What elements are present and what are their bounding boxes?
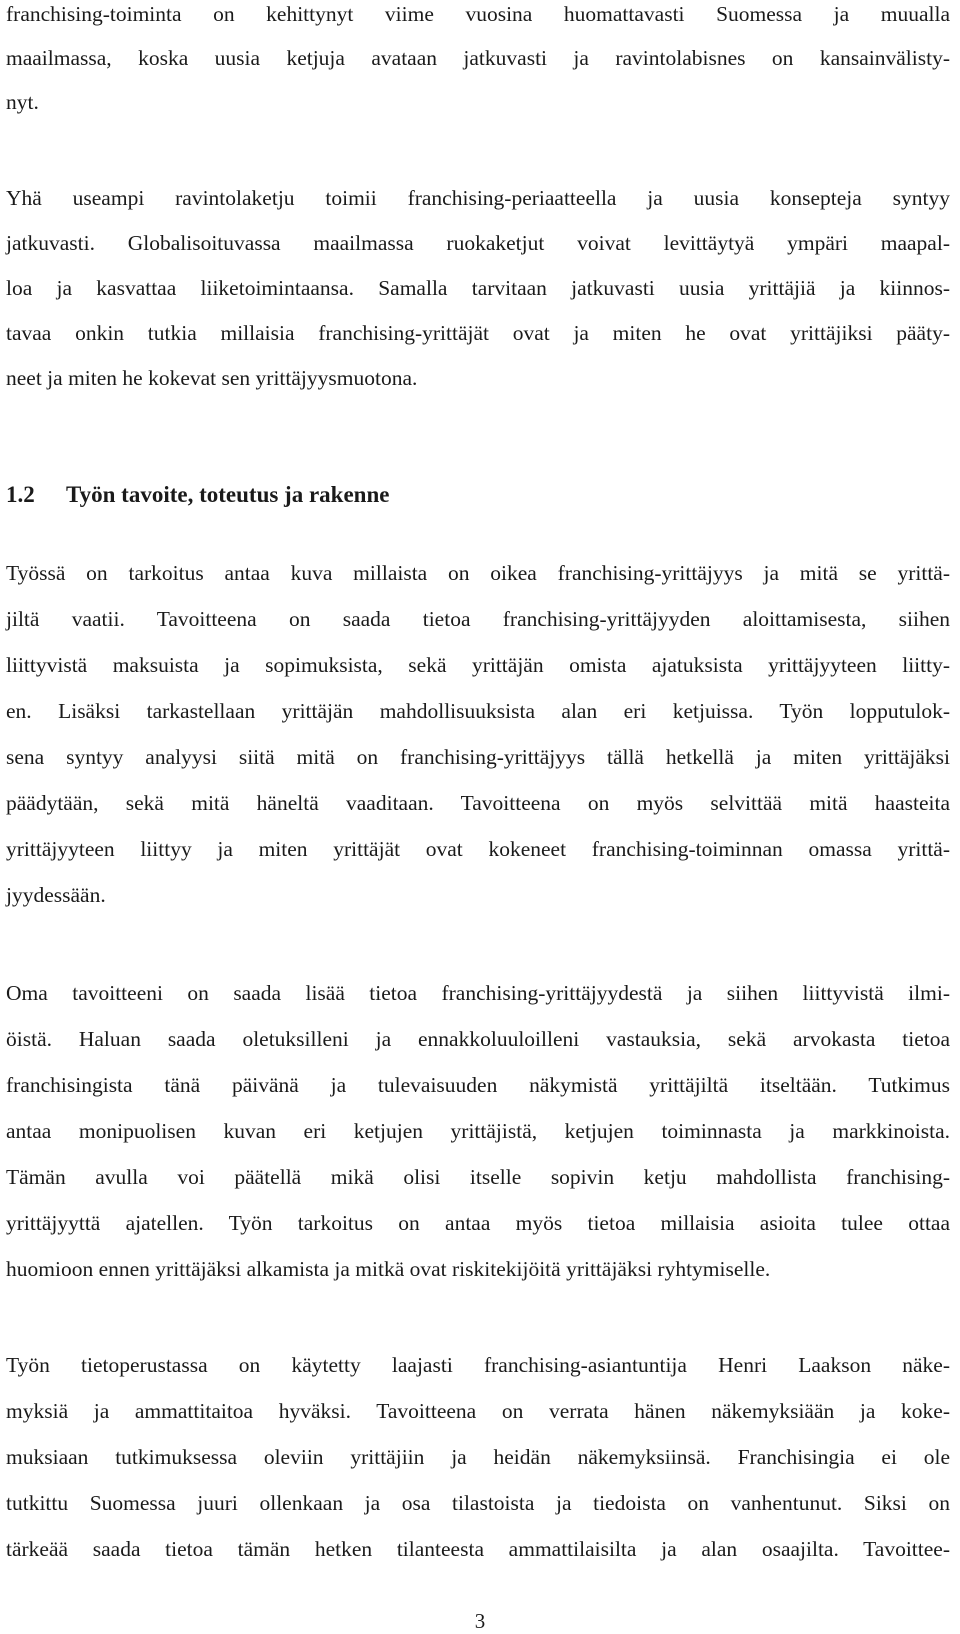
paragraph-line: maailmassa, koska uusia ketjuja avataan jatkuvasti ja ravintolabisnes on kansainvälisty- [6, 46, 950, 70]
paragraph-line: Työn tietoperustassa on käytetty laajasti franchising-asiantuntija Henri Laakson näke- [6, 1353, 950, 1377]
paragraph-line: franchising-toiminta on kehittynyt viime vuosina huomattavasti Suomessa ja muualla [6, 2, 950, 26]
paragraph-line: huomioon ennen yrittäjäksi alkamista ja mitkä ovat riskitekijöitä yrittäjäksi ryhtymiselle. [6, 1257, 771, 1281]
paragraph-line: sena syntyy analyysi siitä mitä on franchising-yrittäjyys tällä hetkellä ja miten yrittäjäksi [6, 745, 950, 769]
paragraph-line: muksiaan tutkimuksessa oleviin yrittäjiin ja heidän näkemyksiinsä. Franchisingia ei ole [6, 1445, 950, 1469]
section-number: 1.2 [6, 482, 35, 507]
paragraph-line: jatkuvasti. Globalisoituvassa maailmassa ruokaketjut voivat levittäytyä ympäri maapal- [6, 231, 950, 255]
paragraph-line: Tämän avulla voi päätellä mikä olisi itselle sopivin ketju mahdollista franchising- [6, 1165, 950, 1189]
paragraph-line: tärkeää saada tietoa tämän hetken tilanteesta ammattilaisilta ja alan osaajilta. Tavoittee- [6, 1537, 950, 1561]
paragraph-line: jiltä vaatii. Tavoitteena on saada tietoa franchising-yrittäjyyden aloittamisesta, siihen [6, 607, 950, 631]
paragraph-line: päädytään, sekä mitä häneltä vaaditaan. Tavoitteena on myös selvittää mitä haasteita [6, 791, 950, 815]
paragraph-line: franchisingista tänä päivänä ja tulevaisuuden näkymistä yrittäjiltä itseltään. Tutkimus [6, 1073, 950, 1097]
paragraph-line: tutkittu Suomessa juuri ollenkaan ja osa tilastoista ja tiedoista on vanhentunut. Siksi on [6, 1491, 950, 1515]
paragraph-line: Yhä useampi ravintolaketju toimii franchising-periaatteella ja uusia konsepteja syntyy [6, 186, 950, 210]
paragraph-line: neet ja miten he kokevat sen yrittäjyysmuotona. [6, 366, 418, 390]
paragraph-line: yrittäjyyttä ajatellen. Työn tarkoitus on antaa myös tietoa millaisia asioita tulee ottaa [6, 1211, 950, 1235]
paragraph-line: en. Lisäksi tarkastellaan yrittäjän mahdollisuuksista alan eri ketjuissa. Työn lopputulok- [6, 699, 950, 723]
section-title: Työn tavoite, toteutus ja rakenne [66, 482, 390, 507]
paragraph-line: nyt. [6, 90, 39, 114]
paragraph-line: Työssä on tarkoitus antaa kuva millaista on oikea franchising-yrittäjyys ja mitä se yrittä- [6, 561, 950, 585]
page-number: 3 [474, 1609, 486, 1633]
paragraph-line: tavaa onkin tutkia millaisia franchising-yrittäjät ovat ja miten he ovat yrittäjiksi pääty- [6, 321, 950, 345]
paragraph-line: jyydessään. [6, 883, 106, 907]
paragraph-line: yrittäjyyteen liittyy ja miten yrittäjät ovat kokeneet franchising-toiminnan omassa yrittä- [6, 837, 950, 861]
paragraph-line: loa ja kasvattaa liiketoimintaansa. Samalla tarvitaan jatkuvasti uusia yrittäjiä ja kiinnos- [6, 276, 950, 300]
section-heading [6, 480, 389, 510]
paragraph-line: Oma tavoitteeni on saada lisää tietoa franchising-yrittäjyydestä ja siihen liittyvistä ilmi- [6, 981, 950, 1005]
paragraph-line: öistä. Haluan saada oletuksilleni ja ennakkoluuloilleni vastauksia, sekä arvokasta tietoa [6, 1027, 950, 1051]
paragraph-line: antaa monipuolisen kuvan eri ketjujen yrittäjistä, ketjujen toiminnasta ja markkinoista. [6, 1119, 950, 1143]
paragraph-line: liittyvistä maksuista ja sopimuksista, sekä yrittäjän omista ajatuksista yrittäjyyteen liitty- [6, 653, 950, 677]
paragraph-line: myksiä ja ammattitaitoa hyväksi. Tavoitteena on verrata hänen näkemyksiään ja koke- [6, 1399, 950, 1423]
